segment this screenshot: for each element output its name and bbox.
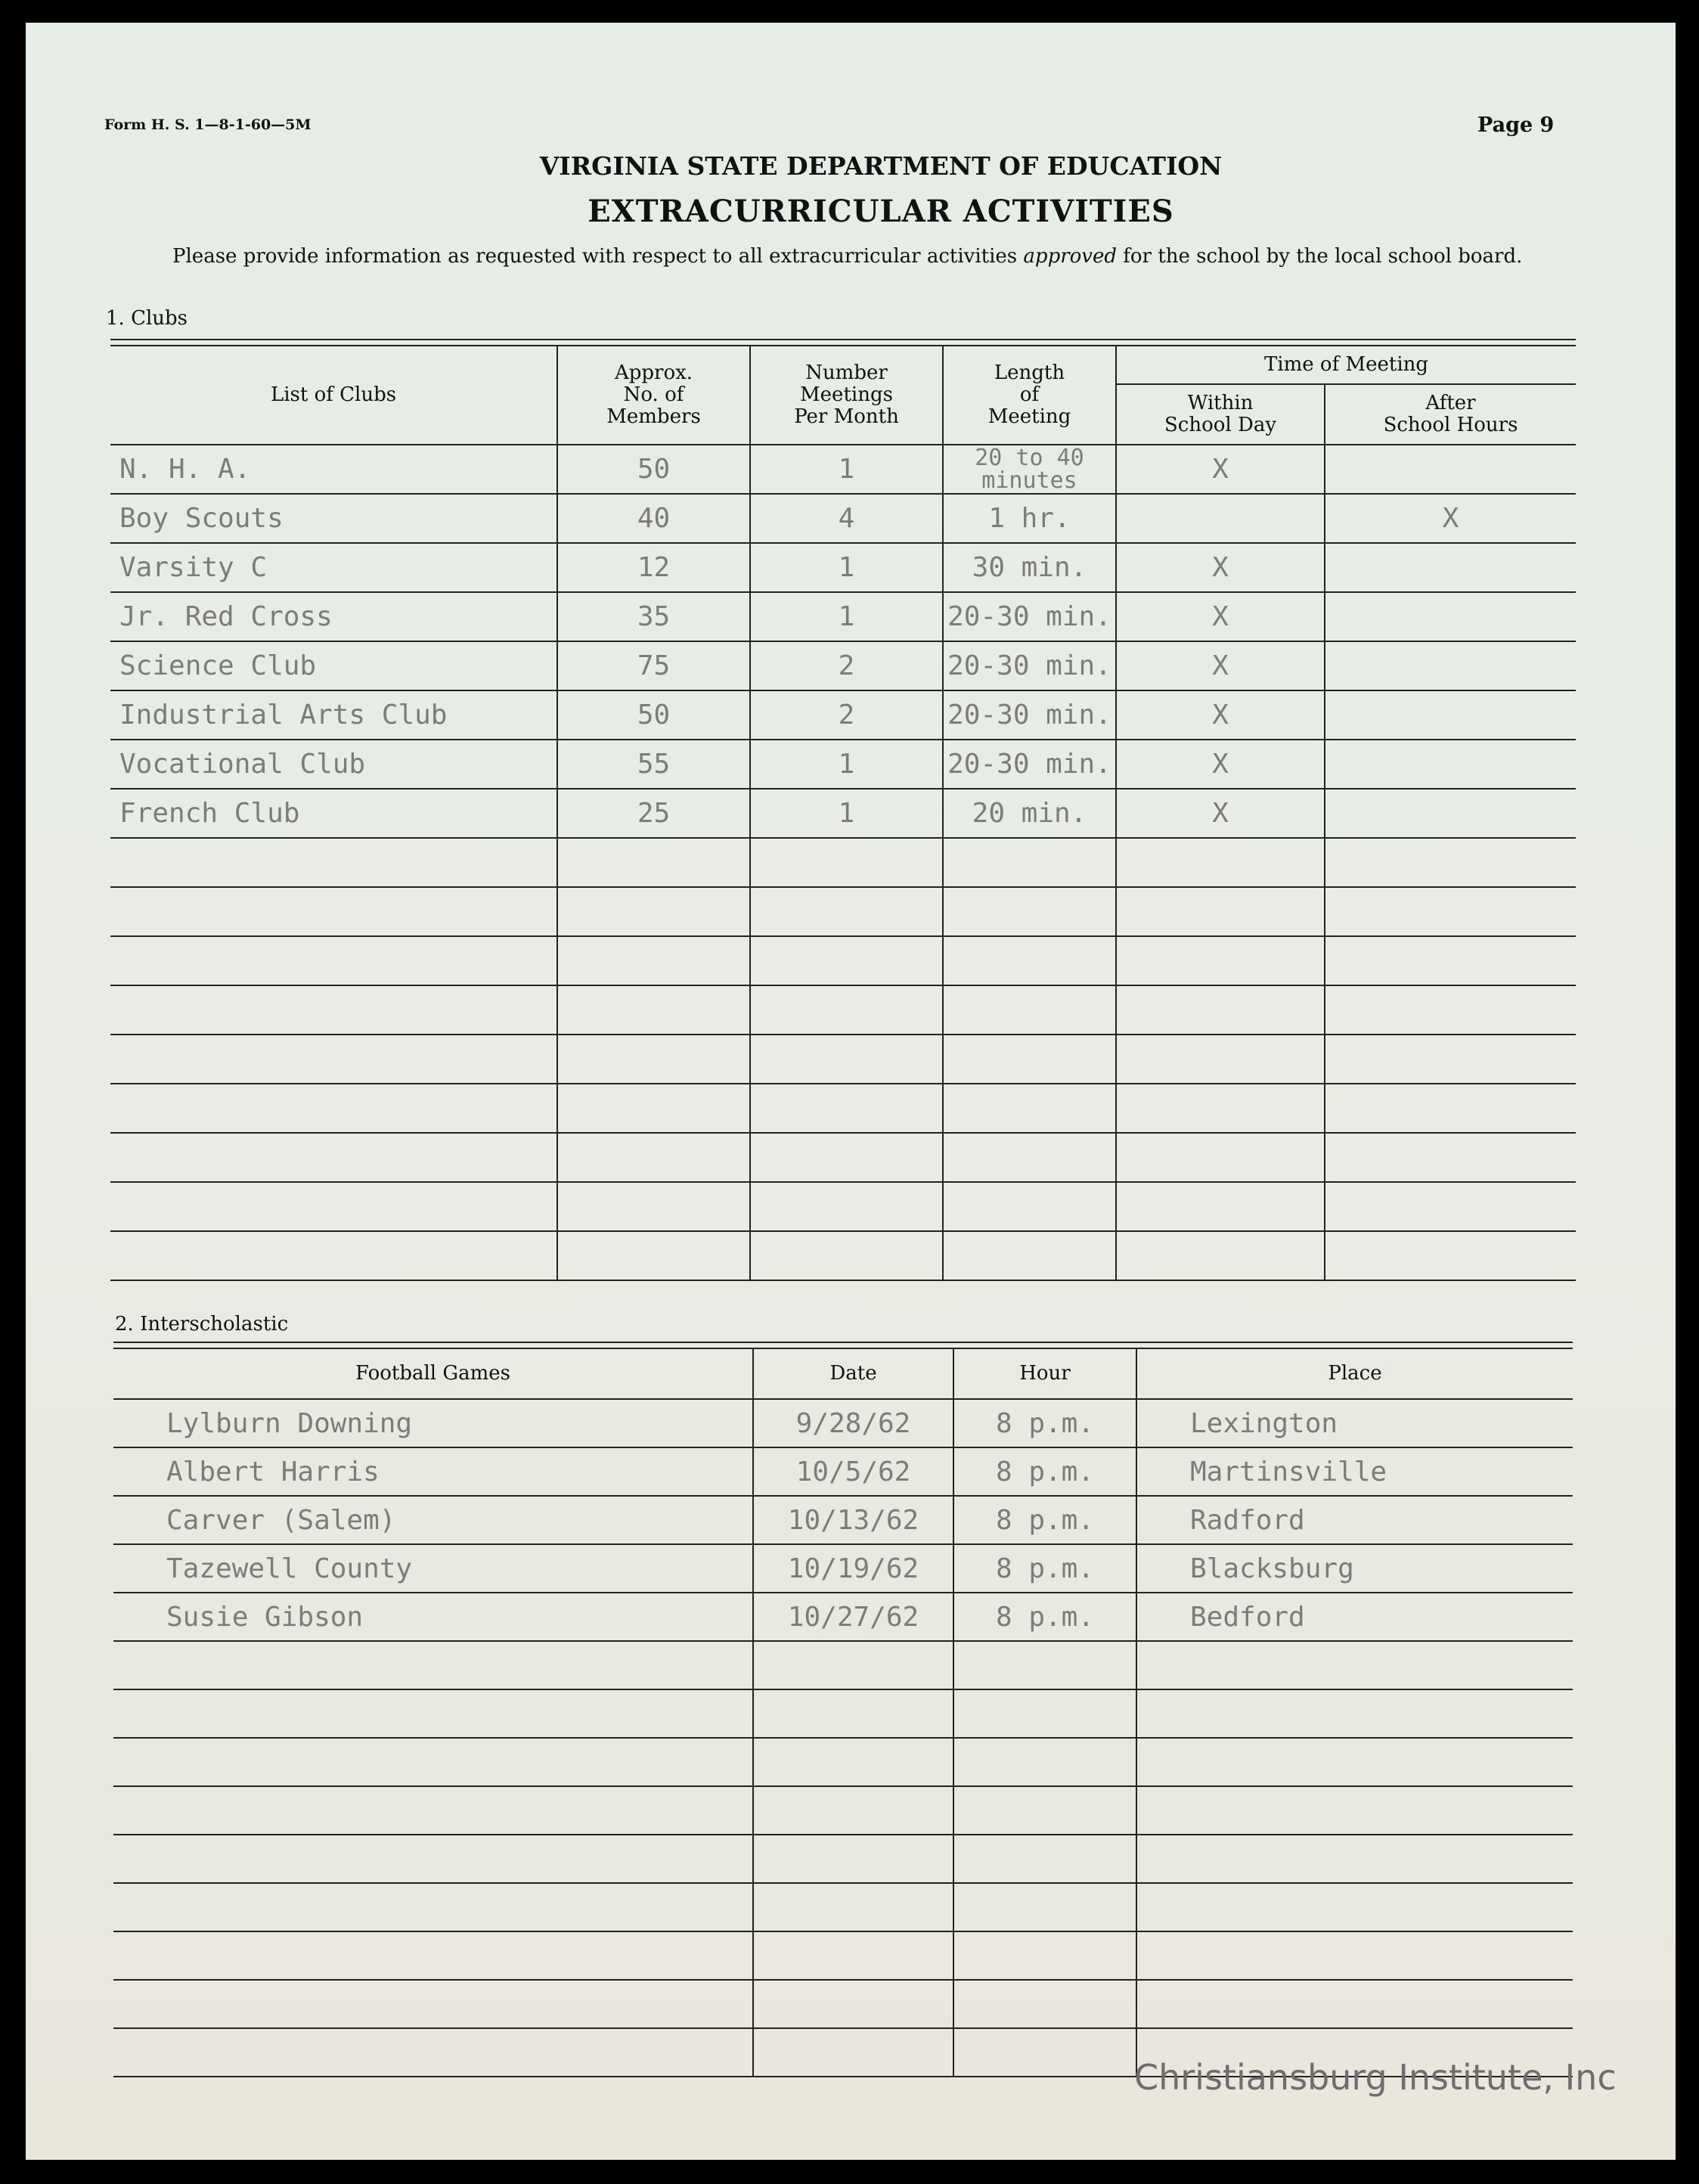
club-cell-within: X — [1116, 592, 1325, 641]
col-header-within-school-day: Within School Day — [1116, 384, 1325, 445]
club-cell-length — [943, 1182, 1116, 1231]
form-id: Form H. S. 1—8-1-60—5M — [104, 116, 312, 133]
club-cell-after — [1325, 740, 1576, 789]
club-cell-members: 35 — [557, 592, 750, 641]
club-cell-members: 40 — [557, 494, 750, 543]
club-cell-within — [1116, 985, 1325, 1035]
club-cell-length: 1 hr. — [943, 494, 1116, 543]
game-cell-date: 10/13/62 — [753, 1496, 953, 1544]
club-cell-within — [1116, 494, 1325, 543]
club-cell-members: 50 — [557, 445, 750, 494]
club-row-blank — [110, 985, 1576, 1035]
game-cell-date — [753, 1883, 953, 1931]
game-cell-hour: 8 p.m. — [953, 1399, 1136, 1447]
club-cell-meetings: 1 — [750, 445, 943, 494]
game-cell-game — [113, 1689, 753, 1738]
game-cell-place — [1136, 1883, 1573, 1931]
club-cell-within — [1116, 1182, 1325, 1231]
club-cell-length: 20-30 min. — [943, 641, 1116, 690]
club-row — [110, 592, 1576, 641]
club-cell-name — [110, 1035, 557, 1084]
club-cell-after — [1325, 838, 1576, 887]
game-cell-date — [753, 1786, 953, 1835]
club-row-blank — [110, 887, 1576, 936]
club-cell-meetings — [750, 1133, 943, 1182]
clubs-section-label: 1. Clubs — [106, 307, 188, 330]
game-cell-date — [753, 1641, 953, 1689]
game-cell-place: Radford — [1136, 1496, 1573, 1544]
club-cell-members — [557, 985, 750, 1035]
game-cell-date — [753, 1738, 953, 1786]
club-cell-length: 20-30 min. — [943, 592, 1116, 641]
game-row — [113, 1399, 1573, 1447]
club-row-blank — [110, 838, 1576, 887]
game-row-blank — [113, 1689, 1573, 1738]
game-cell-place: Lexington — [1136, 1399, 1573, 1447]
club-cell-members: 75 — [557, 641, 750, 690]
game-row-blank — [113, 1641, 1573, 1689]
game-row-blank — [113, 1738, 1573, 1786]
club-cell-members: 50 — [557, 690, 750, 740]
clubs-table — [110, 346, 1576, 1281]
game-cell-game: Lylburn Downing — [113, 1399, 753, 1447]
game-cell-date — [753, 1689, 953, 1738]
club-cell-meetings — [750, 1035, 943, 1084]
club-cell-after — [1325, 1133, 1576, 1182]
club-cell-after — [1325, 789, 1576, 838]
game-cell-place: Blacksburg — [1136, 1544, 1573, 1593]
club-cell-after — [1325, 1084, 1576, 1133]
game-row — [113, 1447, 1573, 1496]
game-cell-game — [113, 1786, 753, 1835]
club-cell-meetings — [750, 985, 943, 1035]
instructions-text-2: for the school by the local school board. — [1117, 245, 1523, 268]
club-row — [110, 740, 1576, 789]
club-cell-meetings: 1 — [750, 592, 943, 641]
col-header-date: Date — [753, 1349, 953, 1399]
club-cell-members — [557, 887, 750, 936]
club-cell-members — [557, 1182, 750, 1231]
game-row-blank — [113, 1980, 1573, 2028]
club-cell-after — [1325, 690, 1576, 740]
club-cell-within — [1116, 838, 1325, 887]
club-cell-within — [1116, 936, 1325, 985]
club-row-blank — [110, 1084, 1576, 1133]
club-cell-after — [1325, 1035, 1576, 1084]
game-cell-game: Susie Gibson — [113, 1593, 753, 1641]
club-row — [110, 494, 1576, 543]
col-header-members: Approx. No. of Members — [557, 346, 750, 445]
col-header-list-of-clubs: List of Clubs — [110, 346, 557, 445]
col-header-time-of-meeting: Time of Meeting — [1116, 346, 1576, 384]
club-cell-name: Industrial Arts Club — [110, 690, 557, 740]
club-cell-after — [1325, 445, 1576, 494]
col-header-football-games: Football Games — [113, 1349, 753, 1399]
instructions — [172, 245, 1522, 268]
club-cell-members: 55 — [557, 740, 750, 789]
club-cell-length — [943, 838, 1116, 887]
club-cell-length: 20 to 40 minutes — [943, 445, 1116, 494]
club-cell-within: X — [1116, 740, 1325, 789]
club-cell-after — [1325, 641, 1576, 690]
club-cell-name — [110, 1182, 557, 1231]
game-cell-date: 10/27/62 — [753, 1593, 953, 1641]
game-cell-game — [113, 2028, 753, 2077]
game-cell-game — [113, 1835, 753, 1883]
club-cell-within — [1116, 887, 1325, 936]
game-cell-hour — [953, 1689, 1136, 1738]
game-cell-game: Carver (Salem) — [113, 1496, 753, 1544]
club-cell-name — [110, 838, 557, 887]
club-cell-name: Jr. Red Cross — [110, 592, 557, 641]
club-cell-after — [1325, 887, 1576, 936]
club-cell-after — [1325, 985, 1576, 1035]
club-cell-length — [943, 887, 1116, 936]
game-cell-hour: 8 p.m. — [953, 1593, 1136, 1641]
club-cell-meetings: 4 — [750, 494, 943, 543]
game-cell-place — [1136, 1641, 1573, 1689]
game-cell-date — [753, 1931, 953, 1980]
club-cell-members — [557, 1133, 750, 1182]
club-row-blank — [110, 936, 1576, 985]
club-cell-name: Science Club — [110, 641, 557, 690]
watermark: Christiansburg Institute, Inc — [1134, 2057, 1617, 2098]
club-cell-meetings — [750, 1084, 943, 1133]
club-row — [110, 690, 1576, 740]
col-header-length: Length of Meeting — [943, 346, 1116, 445]
club-cell-meetings: 2 — [750, 641, 943, 690]
club-cell-name: Boy Scouts — [110, 494, 557, 543]
club-cell-within: X — [1116, 641, 1325, 690]
club-row-blank — [110, 1182, 1576, 1231]
game-row-blank — [113, 1786, 1573, 1835]
club-cell-members — [557, 1035, 750, 1084]
club-row-blank — [110, 1133, 1576, 1182]
club-cell-meetings — [750, 838, 943, 887]
club-cell-after — [1325, 592, 1576, 641]
club-cell-after: X — [1325, 494, 1576, 543]
game-cell-hour — [953, 2028, 1136, 2077]
game-cell-hour — [953, 1786, 1136, 1835]
interscholastic-section-label: 2. Interscholastic — [115, 1313, 289, 1336]
game-cell-place: Bedford — [1136, 1593, 1573, 1641]
game-cell-hour — [953, 1641, 1136, 1689]
club-cell-within: X — [1116, 445, 1325, 494]
game-cell-game: Tazewell County — [113, 1544, 753, 1593]
club-cell-name — [110, 1231, 557, 1280]
club-cell-name — [110, 1084, 557, 1133]
game-cell-place — [1136, 1835, 1573, 1883]
club-cell-members — [557, 838, 750, 887]
club-row — [110, 641, 1576, 690]
game-cell-place — [1136, 1689, 1573, 1738]
clubs-table-top-rule — [110, 339, 1576, 346]
club-cell-members — [557, 1231, 750, 1280]
club-cell-meetings: 1 — [750, 789, 943, 838]
club-cell-after — [1325, 1182, 1576, 1231]
club-cell-length — [943, 1035, 1116, 1084]
game-cell-hour: 8 p.m. — [953, 1544, 1136, 1593]
game-cell-date — [753, 1980, 953, 2028]
club-row-blank — [110, 1231, 1576, 1280]
game-cell-date — [753, 2028, 953, 2077]
instructions-italic: approved — [1023, 245, 1118, 268]
game-cell-place — [1136, 1738, 1573, 1786]
club-cell-within — [1116, 1133, 1325, 1182]
club-cell-length — [943, 1133, 1116, 1182]
club-cell-meetings: 1 — [750, 543, 943, 592]
club-cell-meetings — [750, 1182, 943, 1231]
game-cell-hour — [953, 1738, 1136, 1786]
form-page — [26, 23, 1676, 2160]
page-number: Page 9 — [1477, 113, 1555, 137]
club-cell-length: 20-30 min. — [943, 690, 1116, 740]
club-cell-after — [1325, 936, 1576, 985]
club-cell-meetings: 1 — [750, 740, 943, 789]
game-cell-game — [113, 1641, 753, 1689]
club-cell-name: Vocational Club — [110, 740, 557, 789]
col-header-hour: Hour — [953, 1349, 1136, 1399]
game-cell-hour — [953, 1980, 1136, 2028]
club-cell-members: 25 — [557, 789, 750, 838]
games-table — [113, 1349, 1573, 2077]
col-header-place: Place — [1136, 1349, 1573, 1399]
game-row-blank — [113, 1835, 1573, 1883]
game-cell-date: 10/19/62 — [753, 1544, 953, 1593]
game-cell-date: 9/28/62 — [753, 1399, 953, 1447]
game-row-blank — [113, 1931, 1573, 1980]
club-cell-length — [943, 1231, 1116, 1280]
game-cell-hour — [953, 1835, 1136, 1883]
game-row-blank — [113, 1883, 1573, 1931]
game-cell-place: Martinsville — [1136, 1447, 1573, 1496]
club-cell-meetings — [750, 1231, 943, 1280]
game-cell-place — [1136, 1786, 1573, 1835]
club-cell-members: 12 — [557, 543, 750, 592]
game-cell-hour: 8 p.m. — [953, 1496, 1136, 1544]
club-cell-length: 30 min. — [943, 543, 1116, 592]
club-cell-meetings: 2 — [750, 690, 943, 740]
club-cell-within — [1116, 1231, 1325, 1280]
club-cell-within: X — [1116, 543, 1325, 592]
club-cell-within: X — [1116, 789, 1325, 838]
col-header-meetings-per-month: Number Meetings Per Month — [750, 346, 943, 445]
club-cell-name: French Club — [110, 789, 557, 838]
games-table-top-rule — [113, 1342, 1573, 1349]
club-cell-within — [1116, 1035, 1325, 1084]
club-cell-name — [110, 985, 557, 1035]
club-cell-length: 20-30 min. — [943, 740, 1116, 789]
game-cell-hour: 8 p.m. — [953, 1447, 1136, 1496]
club-row-blank — [110, 1035, 1576, 1084]
game-cell-place — [1136, 1980, 1573, 2028]
department-heading: VIRGINIA STATE DEPARTMENT OF EDUCATION — [539, 151, 1223, 181]
instructions-text-1: Please provide information as requested with respect to all extracurricular activities — [172, 245, 1024, 268]
club-cell-within — [1116, 1084, 1325, 1133]
club-cell-length — [943, 936, 1116, 985]
page-title: EXTRACURRICULAR ACTIVITIES — [588, 194, 1174, 229]
game-cell-date — [753, 1835, 953, 1883]
col-header-after-school-hours: After School Hours — [1325, 384, 1576, 445]
game-cell-date: 10/5/62 — [753, 1447, 953, 1496]
club-cell-name — [110, 936, 557, 985]
club-cell-after — [1325, 1231, 1576, 1280]
game-cell-game — [113, 1738, 753, 1786]
game-cell-game — [113, 1931, 753, 1980]
club-cell-length — [943, 1084, 1116, 1133]
club-row — [110, 543, 1576, 592]
game-cell-game — [113, 1980, 753, 2028]
club-cell-name — [110, 887, 557, 936]
club-cell-members — [557, 936, 750, 985]
club-cell-name — [110, 1133, 557, 1182]
club-cell-name: Varsity C — [110, 543, 557, 592]
club-cell-length: 20 min. — [943, 789, 1116, 838]
game-cell-hour — [953, 1931, 1136, 1980]
game-row — [113, 1544, 1573, 1593]
game-cell-place — [1136, 1931, 1573, 1980]
club-row — [110, 789, 1576, 838]
club-cell-meetings — [750, 887, 943, 936]
game-row — [113, 1593, 1573, 1641]
club-cell-meetings — [750, 936, 943, 985]
game-cell-game: Albert Harris — [113, 1447, 753, 1496]
game-row — [113, 1496, 1573, 1544]
club-cell-name: N. H. A. — [110, 445, 557, 494]
club-cell-after — [1325, 543, 1576, 592]
game-cell-game — [113, 1883, 753, 1931]
game-cell-hour — [953, 1883, 1136, 1931]
club-cell-within: X — [1116, 690, 1325, 740]
club-row — [110, 445, 1576, 494]
club-cell-length — [943, 985, 1116, 1035]
club-cell-members — [557, 1084, 750, 1133]
